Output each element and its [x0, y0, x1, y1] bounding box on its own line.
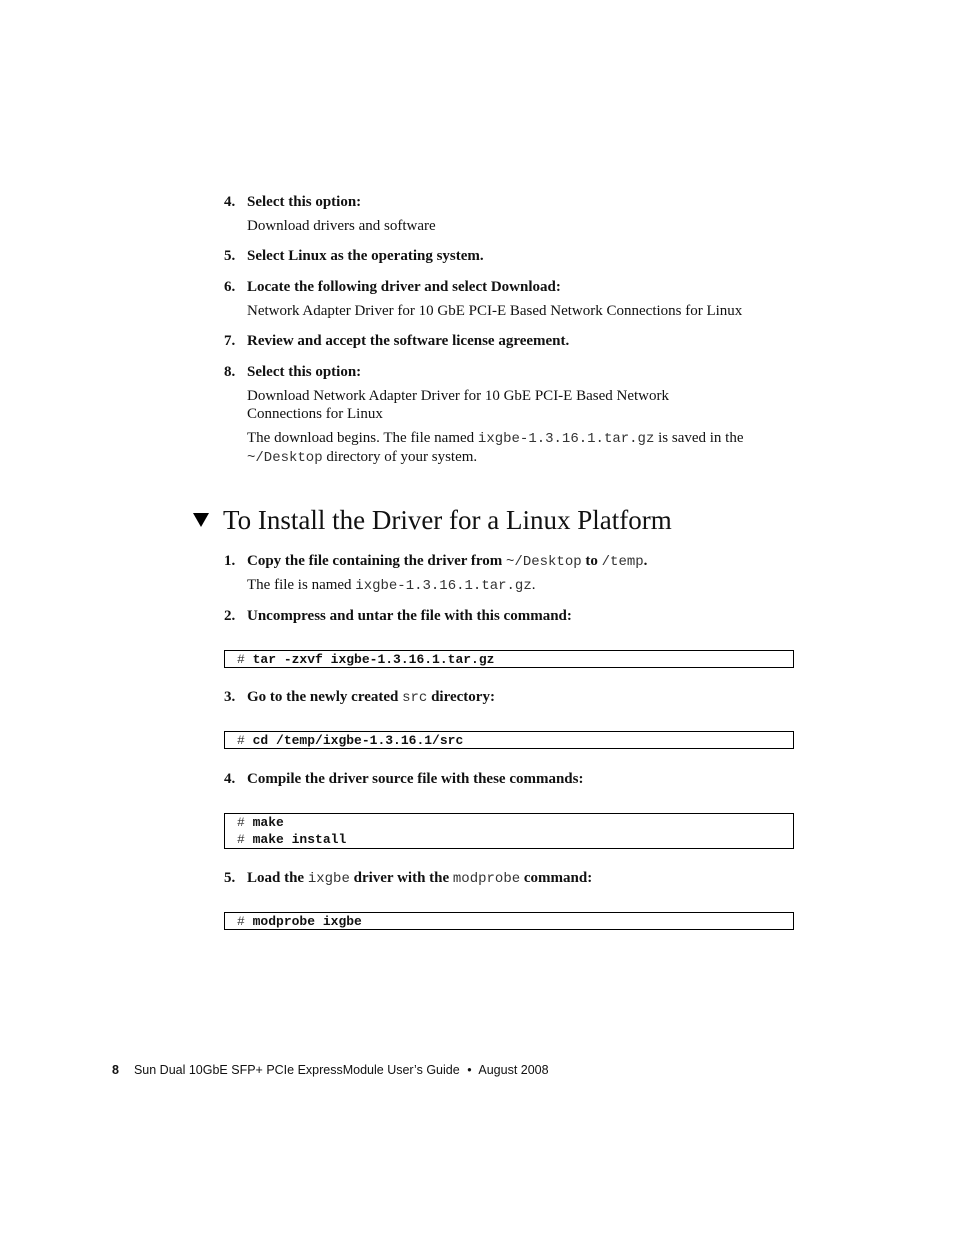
step-heading: Go to the newly created src directory: — [247, 689, 495, 706]
code-line: # make install — [237, 832, 347, 847]
step-body: Download drivers and software — [247, 218, 436, 234]
command: cd /temp/ixgbe-1.3.16.1/src — [252, 733, 464, 748]
page-footer — [112, 1063, 549, 1077]
command: modprobe ixgbe — [252, 914, 362, 929]
filename: ixgbe-1.3.16.1.tar.gz — [355, 578, 532, 594]
code-block-make — [224, 813, 794, 849]
step-body: Download Network Adapter Driver for 10 GbE PCI-E Based Network Connections for Linux — [247, 388, 669, 422]
step-number: 2. — [224, 608, 236, 624]
bullet-separator: • — [467, 1063, 472, 1077]
code-block-cd: # cd /temp/ixgbe-1.3.16.1/src — [224, 731, 794, 749]
step-heading: Load the ixgbe driver with the modprobe command: — [247, 870, 593, 887]
code-block-modprobe: # modprobe ixgbe — [224, 912, 794, 930]
step-number: 5. — [224, 248, 236, 264]
command: make — [252, 815, 284, 830]
command: make install — [252, 832, 347, 847]
step-number: 4. — [224, 771, 236, 787]
step-heading: Locate the following driver and select Download: — [247, 279, 561, 295]
step-number: 7. — [224, 333, 236, 349]
step-body: The file is named ixgbe-1.3.16.1.tar.gz. — [247, 577, 536, 594]
directory-path: ~/Desktop — [247, 450, 323, 466]
download-note: The download begins. The file named ixgbe-1.3.16.1.tar.gz is saved in the ~/Desktop directory of your system. — [247, 430, 744, 466]
step-heading: Review and accept the software license agreement. — [247, 333, 570, 349]
publication-date: August 2008 — [478, 1063, 549, 1077]
code-line: # make — [237, 815, 284, 830]
step-heading: Select this option: — [247, 194, 362, 210]
step-body: Network Adapter Driver for 10 GbE PCI-E Based Network Connections for Linux — [247, 303, 743, 319]
step-number: 8. — [224, 364, 236, 380]
step-heading: Compile the driver source file with these commands: — [247, 771, 584, 787]
filename: ixgbe-1.3.16.1.tar.gz — [477, 431, 655, 447]
step-number: 6. — [224, 279, 236, 295]
code-block-untar: # tar -zxvf ixgbe-1.3.16.1.tar.gz — [224, 650, 794, 668]
document-title: Sun Dual 10GbE SFP+ PCIe ExpressModule User’s Guide — [133, 1063, 460, 1077]
step-heading: Select Linux as the operating system. — [247, 248, 484, 264]
triangle-bullet-icon — [193, 513, 209, 527]
step-heading: Uncompress and untar the file with this command: — [247, 608, 572, 624]
step-heading: Select this option: — [247, 364, 362, 380]
step-number: 5. — [224, 870, 236, 886]
command: tar -zxvf ixgbe-1.3.16.1.tar.gz — [252, 652, 495, 667]
section-title: To Install the Driver for a Linux Platform — [193, 505, 672, 536]
step-number: 3. — [224, 689, 236, 705]
step-number: 4. — [224, 194, 236, 210]
step-heading: Copy the file containing the driver from ~/Desktop to /temp. — [247, 553, 648, 570]
step-number: 1. — [224, 553, 236, 569]
page-number: 8 — [112, 1063, 119, 1077]
